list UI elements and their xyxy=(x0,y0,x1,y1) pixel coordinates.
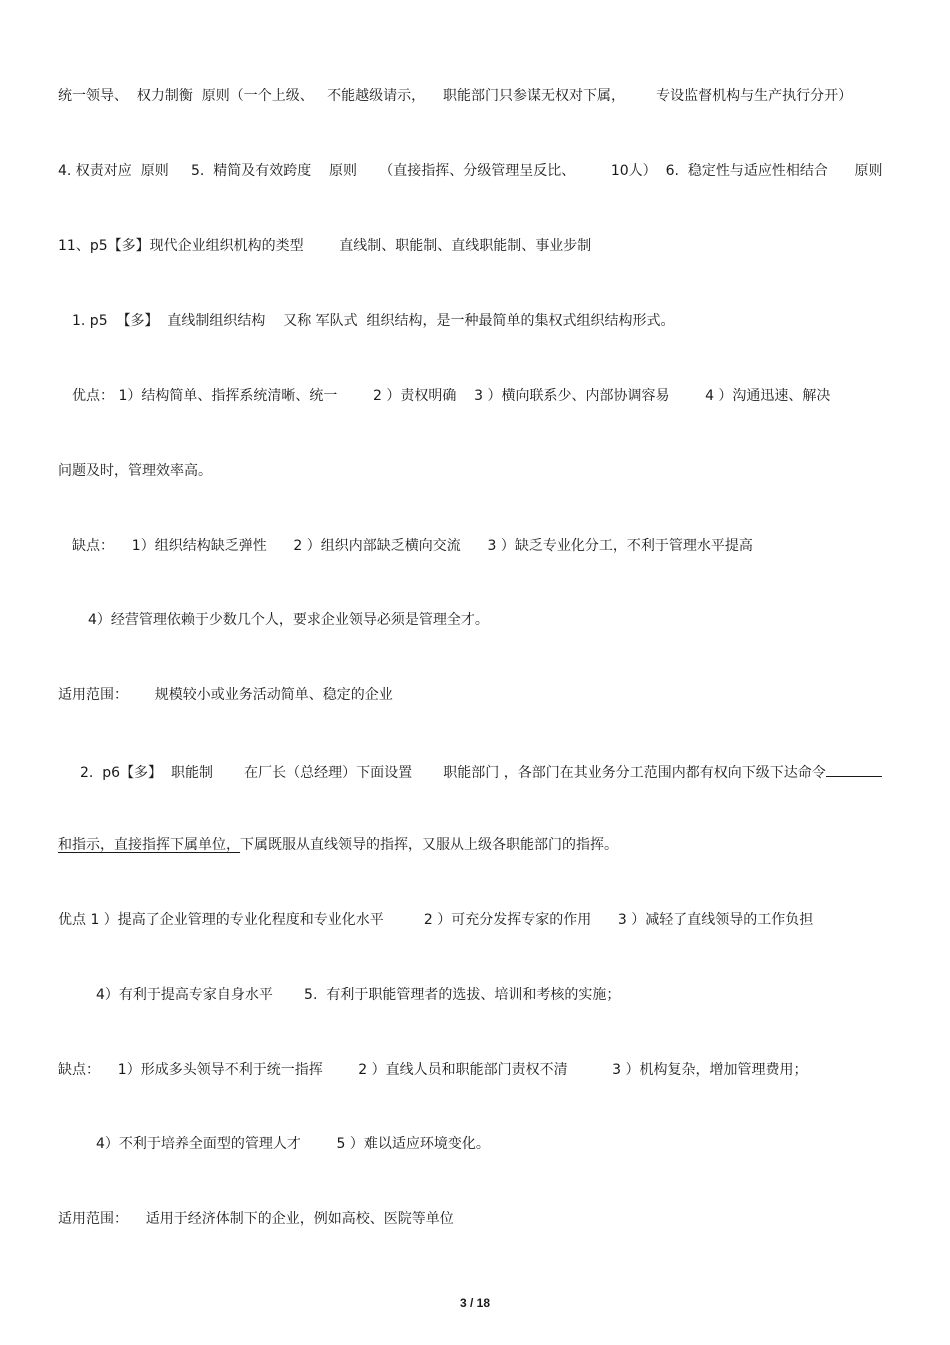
text-line-14: 缺点： 1）形成多头领导不利于统一指挥 2 ）直线人员和职能部门责权不清 3 ）机构复杂，增加管理费用； xyxy=(58,1062,808,1078)
text-line-11-rest: 下属既服从直线领导的指挥，又服从上级各职能部门的指挥。 xyxy=(240,837,618,853)
text-line-4: 1. p5 【多】 直线制组织结构 又称 军队式 组织结构，是一种最简单的集权式组织结构形式。 xyxy=(72,313,675,329)
text-line-3: 11、p5【多】现代企业组织机构的类型 直线制、职能制、直线职能制、事业步制 xyxy=(58,238,592,254)
underline-extension xyxy=(826,760,882,777)
text-line-13: 4）有利于提高专家自身水平 5. 有利于职能管理者的选拔、培训和考核的实施； xyxy=(96,987,621,1003)
text-line-10 xyxy=(80,760,882,783)
text-line-7: 缺点： 1）组织结构缺乏弹性 2 ）组织内部缺乏横向交流 3 ）缺乏专业化分工，不利于管理水平提高 xyxy=(72,538,753,554)
text-line-9: 适用范围： 规模较小或业务活动简单、稳定的企业 xyxy=(58,687,393,703)
text-line-1: 统一领导、 权力制衡 原则（一个上级、 不能越级请示， 职能部门只参谋无权对下属， 专设监督机构与生产执行分开） xyxy=(58,88,853,104)
page-number: 3 / 18 xyxy=(459,1296,491,1310)
text-line-12: 优点 1 ）提高了企业管理的专业化程度和专业化水平 2 ）可充分发挥专家的作用 3 ）减轻了直线领导的工作负担 xyxy=(58,912,814,928)
text-line-11 xyxy=(58,835,618,855)
text-line-2: 4. 权责对应 原则 5. 精简及有效跨度 原则 （直接指挥、分级管理呈反比、 10人） 6. 稳定性与适应性相结合 原则 xyxy=(58,163,883,179)
text-line-10-content: 2. p6【多】 职能制 在厂长（总经理）下面设置 职能部门 ，各部门在其业务分工范围内都有权向下级下达命令 xyxy=(80,765,826,781)
text-line-6: 问题及时，管理效率高。 xyxy=(58,463,212,479)
text-line-5: 优点： 1）结构简单、指挥系统清晰、统一 2 ）责权明确 3 ）横向联系少、内部协调容易 4 ）沟通迅速、解决 xyxy=(72,388,831,404)
underlined-text: 和指示，直接指挥下属单位， xyxy=(58,837,240,853)
text-line-16: 适用范围： 适用于经济体制下的企业，例如高校、医院等单位 xyxy=(58,1211,454,1227)
text-line-8: 4）经营管理依赖于少数几个人，要求企业领导必须是管理全才。 xyxy=(88,612,489,628)
text-line-15: 4）不利于培养全面型的管理人才 5 ）难以适应环境变化。 xyxy=(96,1136,490,1152)
